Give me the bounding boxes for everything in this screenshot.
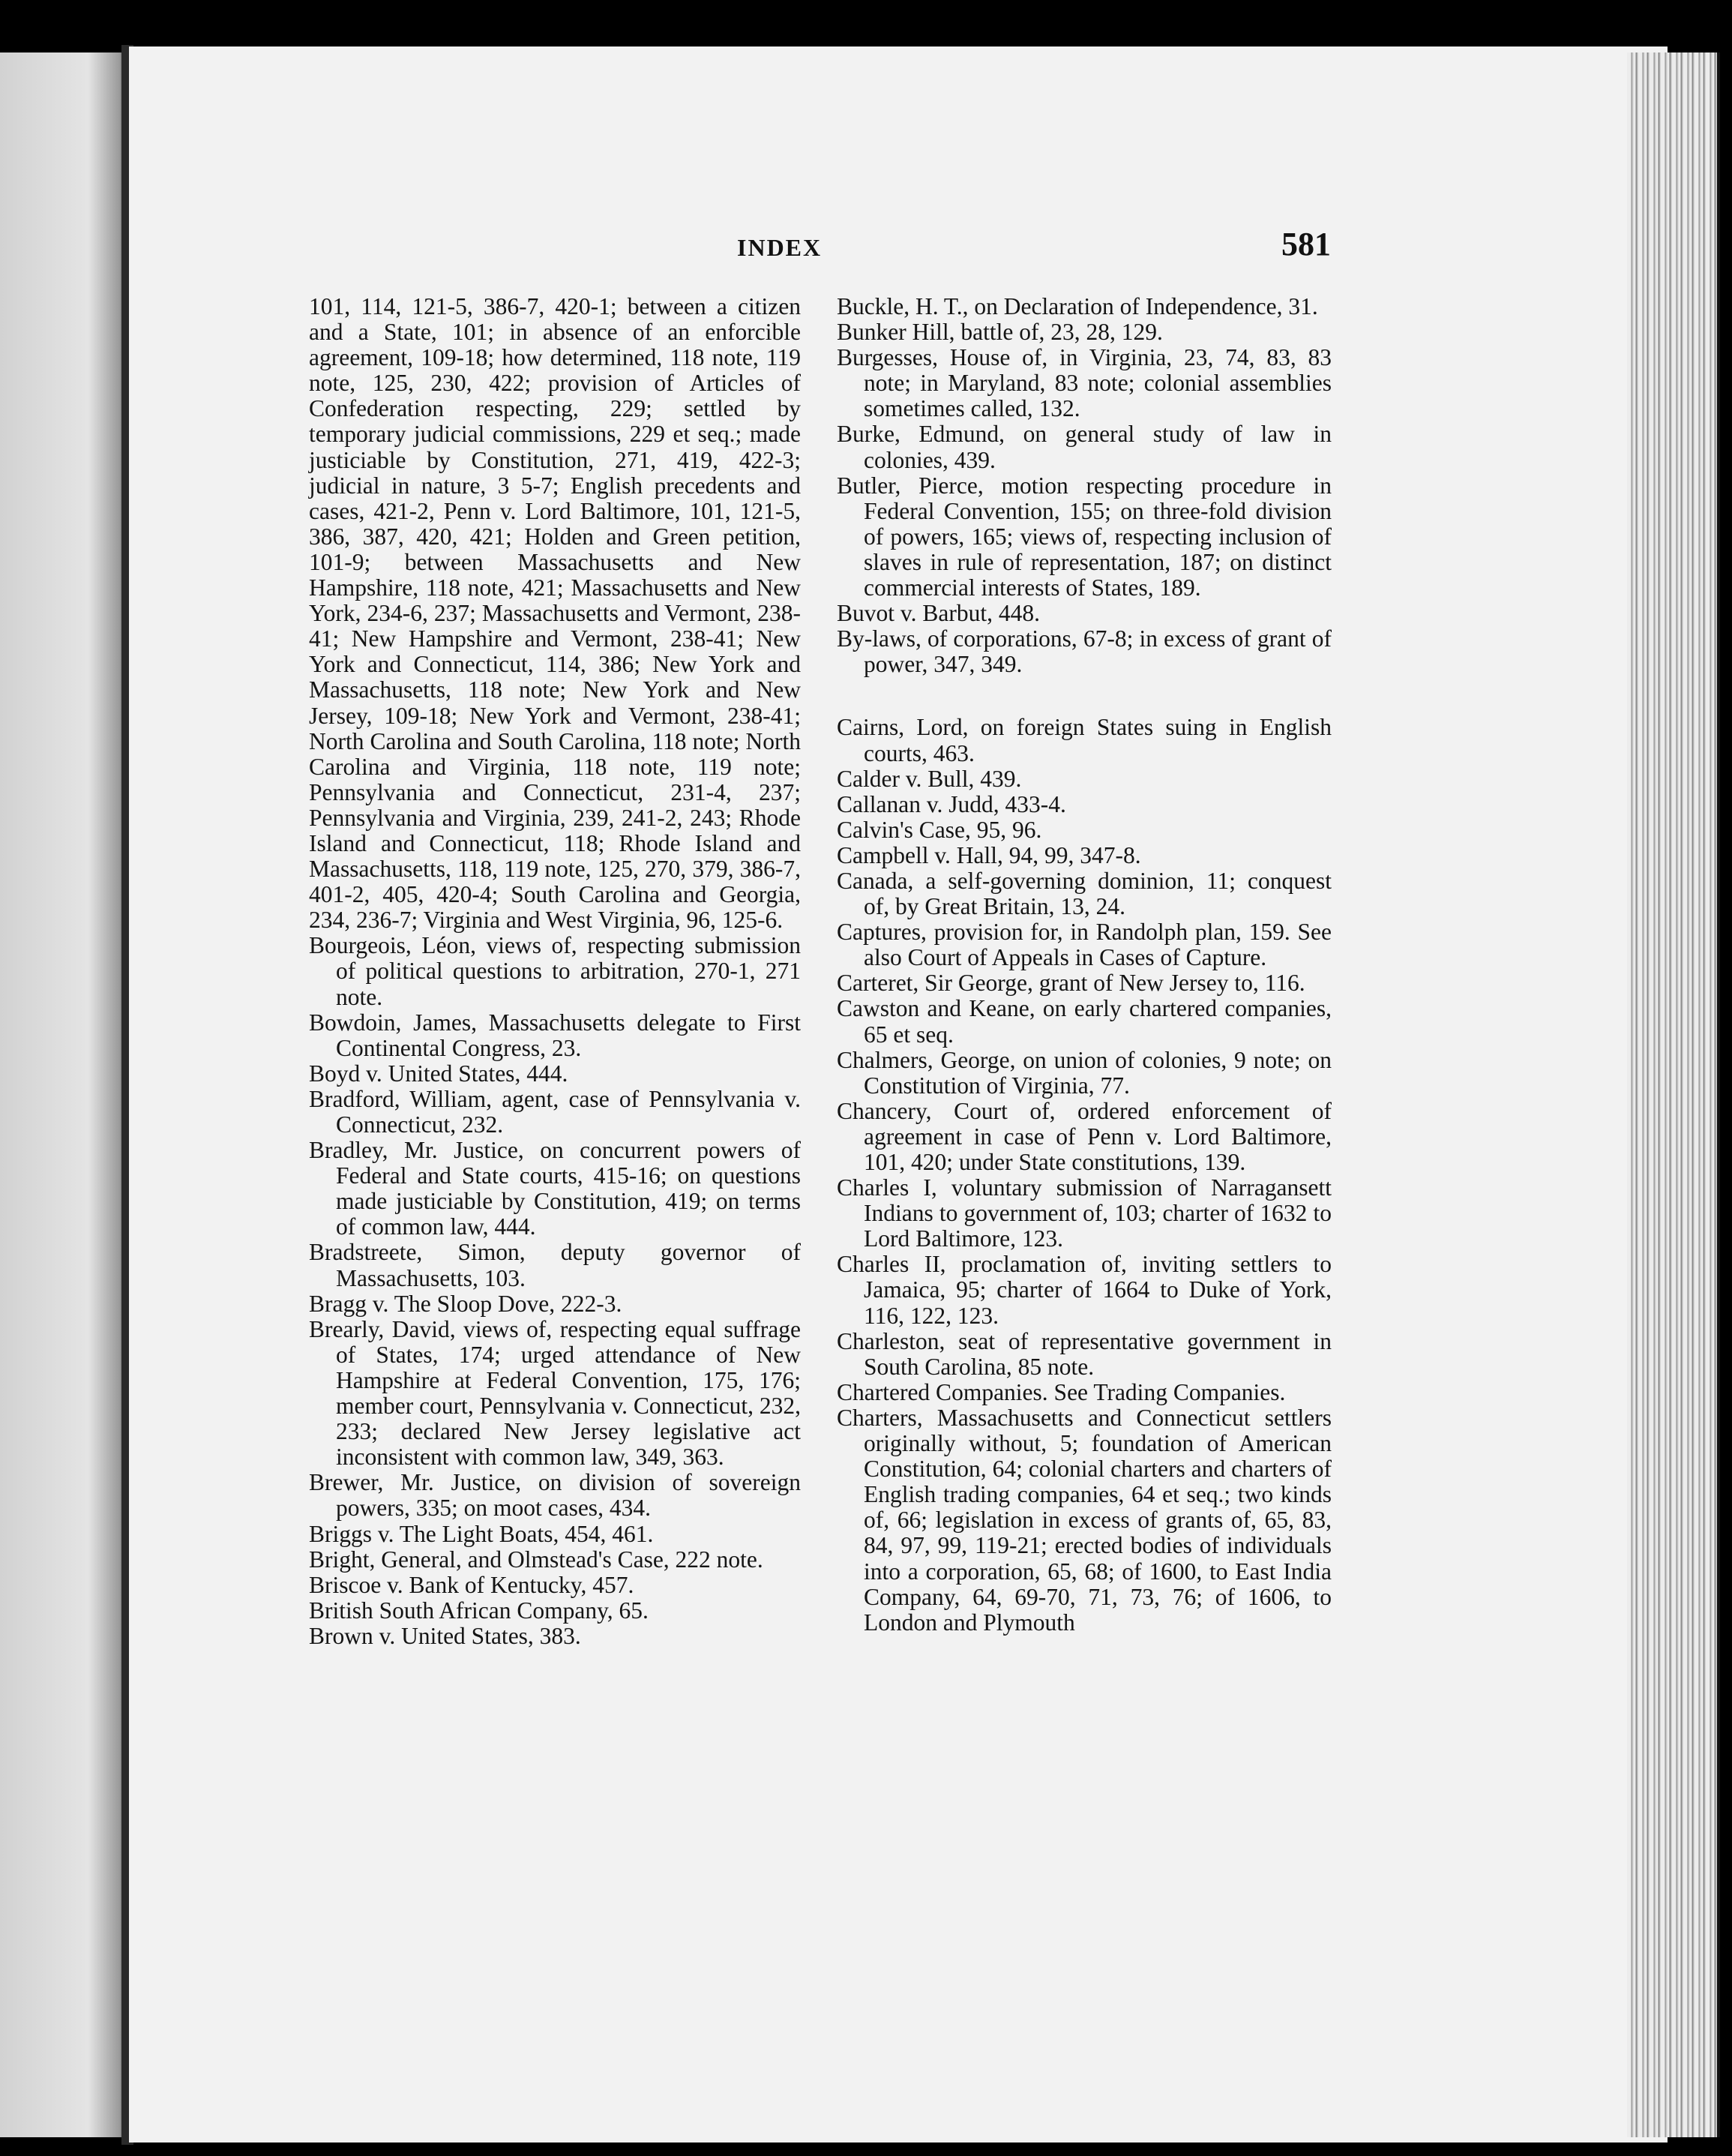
index-entry: Bright, General, and Olmstead's Case, 222 note. <box>309 1546 763 1573</box>
index-entry: Burke, Edmund, on general study of law in colonies, 439. <box>837 421 1332 473</box>
index-entry: Brown v. United States, 383. <box>309 1622 581 1649</box>
index-entry: Brearly, David, views of, respecting equal suffrage of States, 174; urged attendance of New Hampshire at Federal Convention, 175, 176; member court, Pennsylvania v. Connecticut, 232, 233; declared New Jersey legislative act inconsistent with common law, 349, 363. <box>309 1315 801 1471</box>
letter-section-gap <box>837 677 1332 715</box>
index-entry: Brewer, Mr. Justice, on division of sovereign powers, 335; on moot cases, 434. <box>309 1469 801 1522</box>
index-entry: Chalmers, George, on union of colonies, 9 note; on Constitution of Virginia, 77. <box>837 1046 1332 1099</box>
index-entry: Callanan v. Judd, 433-4. <box>837 790 1066 817</box>
index-entry: Carteret, Sir George, grant of New Jersey to, 116. <box>837 970 1305 997</box>
index-entry: Cairns, Lord, on foreign States suing in English courts, 463. <box>837 714 1332 766</box>
index-entry: Charles II, proclamation of, inviting settlers to Jamaica, 95; charter of 1664 to Duke of York, 116, 122, 123. <box>837 1251 1332 1329</box>
index-entry: Bragg v. The Sloop Dove, 222-3. <box>309 1290 622 1317</box>
running-head: INDEX <box>737 234 823 261</box>
index-entry: Bowdoin, James, Massachusetts delegate to First Continental Congress, 23. <box>309 1009 801 1061</box>
index-entry: By-laws, of corporations, 67-8; in excess of grant of power, 347, 349. <box>837 625 1332 678</box>
page-stack-edge <box>1627 52 1720 2137</box>
index-entry: 101, 114, 121-5, 386-7, 420-1; between a citizen and a State, 101; in absence of an enforcible agreement, 109-18; how determined, 118 note, 119 note, 125, 230, 422; provision of Articles of Confederation respecting, 229; settled by temporary judicial commissions, 229 et seq.; made justiciable by Constitution, 271, 419, 422-3; judicial in nature, 3 5-7; English precedents and cases, 421-2, Penn v. Lord Baltimore, 101, 121-5, 386, 387, 420, 421; Holden and Green petition, 101-9; between Massachusetts and New Hampshire, 118 note, 421; Massachusetts and New York, 234-6, 237; Massachusetts and Vermont, 238-41; New Hampshire and Vermont, 238-41; New York and Connecticut, 114, 386; New York and Massachusetts, 118 note; New York and New Jersey, 109-18; New York and Vermont, 238-41; North Carolina and South Carolina, 118 note; North Carolina and Virginia, 118 note, 119 note; Pennsylvania and Connecticut, 231-4, 237; Pennsylvania and Virginia, 239, 241-2, 243; Rhode Island and Connecticut, 118; Rhode Island and Massachusetts, 118, 119 note, 125, 270, 379, 386-7, 401-2, 405, 420-4; South Carolina and Georgia, 234, 236-7; Virginia and West Virginia, 96, 125-6. <box>309 293 801 934</box>
index-entry: Butler, Pierce, motion respecting procedure in Federal Convention, 155; on three-fold division of powers, 165; views of, respecting inclusion of slaves in rule of representation, 187; on distinct commercial interests of States, 189. <box>837 472 1332 601</box>
index-entry: Charters, Massachusetts and Connecticut settlers originally without, 5; foundation of American Constitution, 64; colonial charters and charters of English trading companies, 64 et seq.; two kinds of, 66; legislation in excess of grants of, 65, 83, 84, 97, 99, 119-21; erected bodies of individuals into a corporation, 65, 68; of 1600, to East India Company, 64, 69-70, 71, 73, 76; of 1606, to London and Plymouth <box>837 1404 1332 1636</box>
index-entry: Charleston, seat of representative government in South Carolina, 85 note. <box>837 1327 1332 1380</box>
index-entry: Chancery, Court of, ordered enforcement of agreement in case of Penn v. Lord Baltimore, 101, 420; under State constitutions, 139. <box>837 1097 1332 1175</box>
index-entry: Briscoe v. Bank of Kentucky, 457. <box>309 1571 634 1598</box>
index-entry: Buckle, H. T., on Declaration of Independence, 31. <box>837 293 1318 319</box>
index-entry: Cawston and Keane, on early chartered companies, 65 et seq. <box>837 995 1332 1048</box>
index-entry: Bourgeois, Léon, views of, respecting submission of political questions to arbitration, 270-1, 271 note. <box>309 932 801 1010</box>
index-entry: Bradstreete, Simon, deputy governor of Massachusetts, 103. <box>309 1239 801 1291</box>
index-entry: Calvin's Case, 95, 96. <box>837 816 1042 843</box>
index-entry: Chartered Companies. See Trading Companies. <box>837 1378 1286 1405</box>
index-entry: Briggs v. The Light Boats, 454, 461. <box>309 1520 654 1547</box>
index-entry: Bradley, Mr. Justice, on concurrent powers of Federal and State courts, 415-16; on questions made justiciable by Constitution, 419; on terms of common law, 444. <box>309 1137 801 1240</box>
page-number: 581 <box>1281 226 1331 262</box>
index-entry: Buvot v. Barbut, 448. <box>837 600 1040 627</box>
facing-page-edge <box>0 52 126 2137</box>
index-entry: Bunker Hill, battle of, 23, 28, 129. <box>837 319 1163 346</box>
index-entry: Charles I, voluntary submission of Narragansett Indians to government of, 103; charter of 1632 to Lord Baltimore, 123. <box>837 1174 1332 1252</box>
index-entry: Boyd v. United States, 444. <box>309 1060 568 1087</box>
index-column-left <box>309 294 801 1649</box>
index-column-right <box>837 294 1332 1636</box>
index-entry: Campbell v. Hall, 94, 99, 347-8. <box>837 841 1141 868</box>
index-entry: Burgesses, House of, in Virginia, 23, 74, 83, 83 note; in Maryland, 83 note; colonial assemblies sometimes called, 132. <box>837 344 1332 422</box>
index-entry: Calder v. Bull, 439. <box>837 765 1022 792</box>
index-entry: Canada, a self-governing dominion, 11; conquest of, by Great Britain, 13, 24. <box>837 867 1332 920</box>
index-entry: Captures, provision for, in Randolph plan, 159. See also Court of Appeals in Cases of Capture. <box>837 919 1332 971</box>
index-entry: British South African Company, 65. <box>309 1597 649 1624</box>
index-entry: Bradford, William, agent, case of Pennsylvania v. Connecticut, 232. <box>309 1085 801 1138</box>
